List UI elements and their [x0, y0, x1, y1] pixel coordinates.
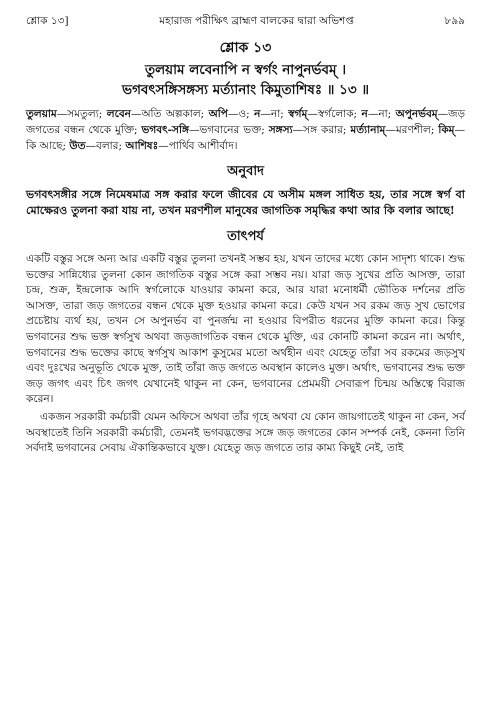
synonym-meaning: অতি অল্পকাল; — [141, 108, 209, 120]
chapter-title: মহারাজ পরীক্ষিৎ ব্রাহ্মণ বালকের দ্বারা অভিশপ্ত — [159, 15, 354, 27]
verse-line: তুলয়াম লবেনাপি ন স্বর্গং নাপুনর্ভবম্ । — [144, 62, 347, 78]
synonym-word: সঙ্গস্য — [268, 124, 293, 136]
verse-line: ভগবৎসঙ্গিসঙ্গস্য মর্ত্যানাং কিমুতাশিষঃ ॥ ১৩ ॥ — [122, 82, 369, 98]
synonym-word: অপুনর্ভবম্ — [395, 108, 438, 120]
synonym-word: উত — [69, 140, 86, 152]
synonym-word: মর্ত্যানাম্ — [350, 124, 386, 136]
synonym-word: ন — [361, 108, 368, 120]
synonym-meaning: স্বর্গলোক; — [317, 108, 362, 120]
synonym-word: ন — [254, 108, 261, 120]
synonym-meaning: না; — [378, 108, 396, 120]
synonym-word: ভগবৎ-সঙ্গি — [141, 124, 189, 136]
synonym-meaning: না; — [270, 108, 289, 120]
purport-paragraph: একটি বস্তুর সঙ্গে অন্য আর একটি বস্তুর তুলনা তখনই সম্ভব হয়, যখন তাদের মধ্যে কোন সাদৃশ্য থাকে। শুদ্ধ ভক্তের সান্নিধ্যের তুলনা কোন জাগতিক বস্তুর সঙ্গে করা সম্ভব নয়। যারা জড় সুখের প্রতি আসক্ত, তারা চন্দ্র, শুক্র, ইন্দ্রলোক আদি স্বর্গলোকে যাওয়ার কামনা করে, আর যারা মনোধর্মী ভৌতিক দর্শনের প্রতি আসক্ত, তারা জড় জগতের বন্ধন থেকে মুক্ত হওয়ার কামনা করে। কেউ যখন সব রকম জড় সুখ ভোগের প্রচেষ্টায় ব্যর্থ হয়, তখন সে অপুনর্ভব বা পুনর্জন্ম না হওয়ার বিপরীত ধরনের মুক্তি কামনা করে। কিন্তু ভগবানের শুদ্ধ ভক্ত স্বর্গসুখ অথবা জড়জাগতিক বন্ধন থেকে মুক্তি, এর কোনটি কামনা করেন না। অর্থাৎ, ভগবানের শুদ্ধ ভক্তের কাছে স্বর্গসুখ আকাশ কুসুমের মতো অর্থহীন এবং যেহেতু তাঁরা সব রকমের জড়সুখ এবং দুঃখের অনুভূতি থেকে মুক্ত, তাই তাঁরা জড় জগতে অবস্থান কালেও মুক্ত। অর্থাৎ, ভগবানের শুদ্ধ ভক্ত জড় জগৎ এবং চিৎ জগৎ যেখানেই থাকুন না কেন, ভগবানের প্রেমময়ী সেবারূপ চিন্ময় অস্তিত্বে বিরাজ করেন। — [26, 253, 465, 406]
synonym-meaning: বলার; — [95, 140, 126, 152]
verse-number: শ্লোক ১৩ — [219, 40, 272, 56]
purport-text — [26, 252, 465, 457]
synonym-meaning: সঙ্গ করার; — [303, 124, 351, 136]
synonym-word: স্বর্গম্ — [288, 108, 308, 120]
synonym-word: আশিষঃ — [125, 140, 159, 152]
verse-reference: শ্লোক ১৩] — [26, 15, 69, 27]
synonym-word: লবেন — [106, 108, 131, 120]
running-header — [26, 14, 465, 28]
synonym-meaning: ও; — [238, 108, 255, 120]
synonym-meaning: পার্থিব আশীর্বাদ। — [168, 140, 238, 152]
synonym-word: তুলয়াম — [26, 108, 57, 120]
synonym-word: অপি — [208, 108, 228, 120]
synonym-meaning: কি আছে; — [26, 140, 70, 152]
verse-text — [26, 60, 465, 100]
synonym-meaning: জড় জগতের বন্ধন থেকে মুক্তি; — [26, 108, 466, 136]
purport-paragraph: একজন সরকারী কর্মচারী যেমন অফিসে অথবা তাঁর গৃহে অথবা যে কোন জায়গাতেই থাকুন না কেন, সর্ব অবস্থাতেই তিনি সরকারী কর্মচারী, তেমনই ভগবদ্ভক্তের সঙ্গে জড় জগতের কোন সম্পর্ক নেই, কেননা তিনি সর্বদাই ভগবানের সেবায় ঐকান্তিকভাবে যুক্ত। যেহেতু জড় জগতে তার কাম্য কিছুই নেই, তাই — [26, 410, 465, 455]
synonym-meaning: ভগবানের ভক্ত; — [199, 124, 269, 136]
synonym-word: কিম্ — [438, 124, 455, 136]
synonyms: তুলয়াম—সমতুল্য; লবেন—অতি অল্পকাল; অপি—ও; ন—না; স্বর্গম্—স্বর্গলোক; ন—না; অপুনর্ভবম্—জড় জগতের বন্ধন থেকে মুক্তি; ভগবৎ-সঙ্গি—ভগবানের ভক্ত; সঙ্গস্য—সঙ্গ করার; মর্ত্যানাম্—মরণশীল; কিম্—কি আছে; উত—বলার; আশিষঃ—পার্থিব আশীর্বাদ। — [26, 108, 466, 152]
purport-heading: তাৎপর্য — [227, 229, 264, 244]
translation-heading: অনুবাদ — [227, 164, 264, 179]
synonym-meaning: সমতুল্য; — [67, 108, 107, 120]
page-number: ৮৯৯ — [444, 15, 465, 27]
translation-text: ভগবৎসঙ্গীর সঙ্গে নিমেষমাত্র সঙ্গ করার ফলে জীবের যে অসীম মঙ্গল সাধিত হয়, তার সঙ্গে স্বর্গ বা মোক্ষেরও তুলনা করা যায় না, তখন মরণশীল মানুষের জাগতিক সমৃদ্ধির কথা আর কি বলার আছে! — [26, 188, 465, 217]
synonym-meaning: মরণশীল; — [395, 124, 439, 136]
